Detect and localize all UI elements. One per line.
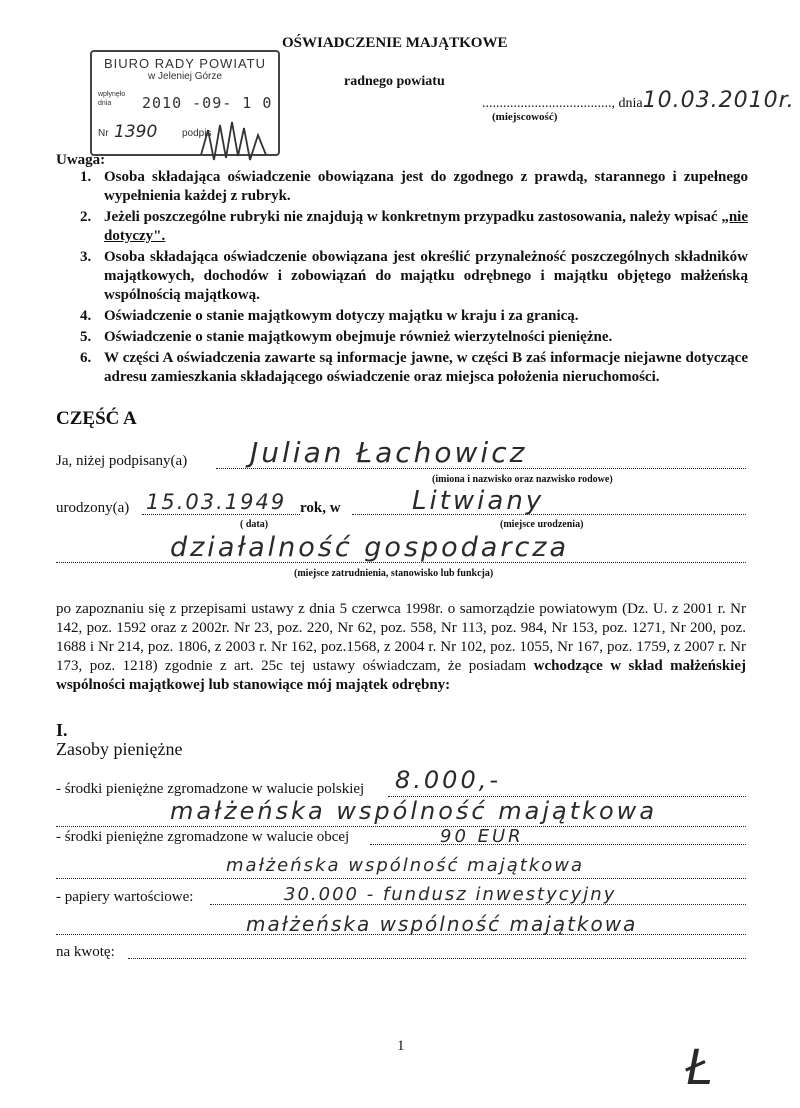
foreign-label: - środki pieniężne zgromadzone w walucie obcej — [56, 829, 350, 845]
section-title: Zasoby pieniężne — [56, 739, 183, 759]
stamp-line1: BIURO RADY POWIATU — [104, 56, 266, 71]
stamp-number-value: 1390 — [114, 122, 158, 142]
notes-heading: Uwaga: — [56, 152, 106, 168]
note-item: 2. Jeżeli poszczególne rubryki nie znajdują w konkretnym przypadku zastosowania, należy wpisać „nie dotyczy". — [80, 209, 748, 244]
note-item: 4. Oświadczenie o stanie majątkowym dotyczy majątku w kraju i za granicą. — [80, 308, 579, 324]
name-label: Ja, niżej podpisany(a) — [56, 453, 188, 469]
foreign-note-dotted-line — [56, 878, 746, 879]
born-date-caption: ( data) — [240, 519, 269, 530]
born-date-handwritten: 15.03.1949 — [146, 490, 287, 514]
date-handwritten: 10.03.2010r. — [642, 88, 795, 113]
note-item: 1. Osoba składająca oświadczenie obowiązana jest do zgodnego z prawdą, starannego i zupełnego wypełnienia każdej z rubryk. — [80, 169, 748, 204]
stamp-line2: w Jeleniej Górze — [148, 71, 222, 82]
statement-bold: wchodzące w skład małżeńskiej wspólności majątkowej lub stanowiące mój majątek odrębny: — [56, 658, 746, 693]
place-caption: (miejscowość) — [492, 111, 558, 123]
section-number: I. — [56, 720, 68, 740]
footer-initials: Ł — [686, 1040, 713, 1096]
page-number: 1 — [397, 1038, 405, 1054]
pln-note-dotted-line — [56, 826, 746, 827]
born-place-caption: (miejsce urodzenia) — [500, 519, 584, 530]
part-a-heading: CZĘŚĆ A — [56, 408, 137, 429]
employment-caption: (miejsce zatrudnienia, stanowisko lub funkcja) — [294, 568, 494, 579]
foreign-note: małżeńska wspólność majątkowa — [226, 855, 585, 876]
statement-paragraph — [56, 600, 746, 695]
document-title: OŚWIADCZENIE MAJĄTKOWE — [282, 35, 508, 51]
securities-label: - papiery wartościowe: — [56, 889, 194, 905]
notes-list — [80, 168, 748, 389]
stamp-number-label: Nr — [98, 128, 109, 139]
name-handwritten: Julian Łachowicz — [250, 436, 528, 469]
note-item: 3. Osoba składająca oświadczenie obowiązana jest określić przynależność poszczególnych składników majątkowych, dochodów i zobowiązań do majątku odrębnego i majątku objętego małżeńską wspólnością majątkową. — [80, 249, 748, 303]
pln-note: małżeńska wspólność majątkowa — [170, 797, 658, 825]
note-item: 6. W części A oświadczenia zawarte są informacje jawne, w części B zaś informacje niejawne dotyczące adresu zamieszkania składającego oświadczenie oraz miejsca położenia nieruchomości. — [80, 350, 748, 385]
employment-handwritten: działalność gospodarcza — [170, 532, 570, 563]
place-date-prefix: ....................................., dnia — [482, 96, 643, 111]
statement-text: po zapoznaniu się z przepisami ustawy z dnia 5 czerwca 1998r. o samorządzie powiatowym (Dz. U. z 2001 r. Nr 142, poz. 1592 oraz z 2002r. Nr 23, poz. 220, Nr 62, poz. 558, Nr 113, poz. 984, Nr 153, poz. 1271, Nr 200, poz. 1688 i Nr 214, poz. 1806, z 2003 r. Nr 162, poz.1568, z 2004 r. Nr 102, poz. 1055, Nr 167, poz. 1759, z 2007 r. Nr 173, poz. 1218) zgodnie z art. 25c tej ustawy oświadczam, że posiadam — [56, 601, 746, 674]
securities-value: 30.000 - fundusz inwestycyjny — [284, 884, 617, 905]
born-place-handwritten: Litwiany — [412, 486, 545, 516]
stamp-sign-label: podpis — [182, 128, 212, 139]
pln-label: - środki pieniężne zgromadzone w walucie polskiej — [56, 781, 365, 797]
pln-value: 8.000,- — [395, 766, 501, 794]
born-label: urodzony(a) — [56, 500, 130, 516]
amount-label: na kwotę: — [56, 944, 115, 960]
document-subtitle: radnego powiatu — [344, 74, 445, 89]
name-caption: (imiona i nazwisko oraz nazwisko rodowe) — [432, 474, 613, 485]
born-rok-label: rok, w — [300, 500, 341, 516]
foreign-dotted-line — [370, 844, 746, 845]
securities-note: małżeńska wspólność majątkowa — [246, 912, 638, 936]
amount-dotted-line — [128, 958, 746, 959]
born-date-dotted-line — [142, 514, 300, 515]
note-item: 5. Oświadczenie o stanie majątkowym obejmuje również wierzytelności pieniężne. — [80, 329, 613, 345]
foreign-value: 90 EUR — [440, 826, 524, 847]
place-date-line — [482, 88, 795, 113]
stamp-received-label: wpłynęło dnia — [98, 91, 126, 107]
stamp-received-date: 2010 -09- 1 0 — [142, 94, 273, 112]
stamp-signature-scribble — [196, 110, 276, 170]
